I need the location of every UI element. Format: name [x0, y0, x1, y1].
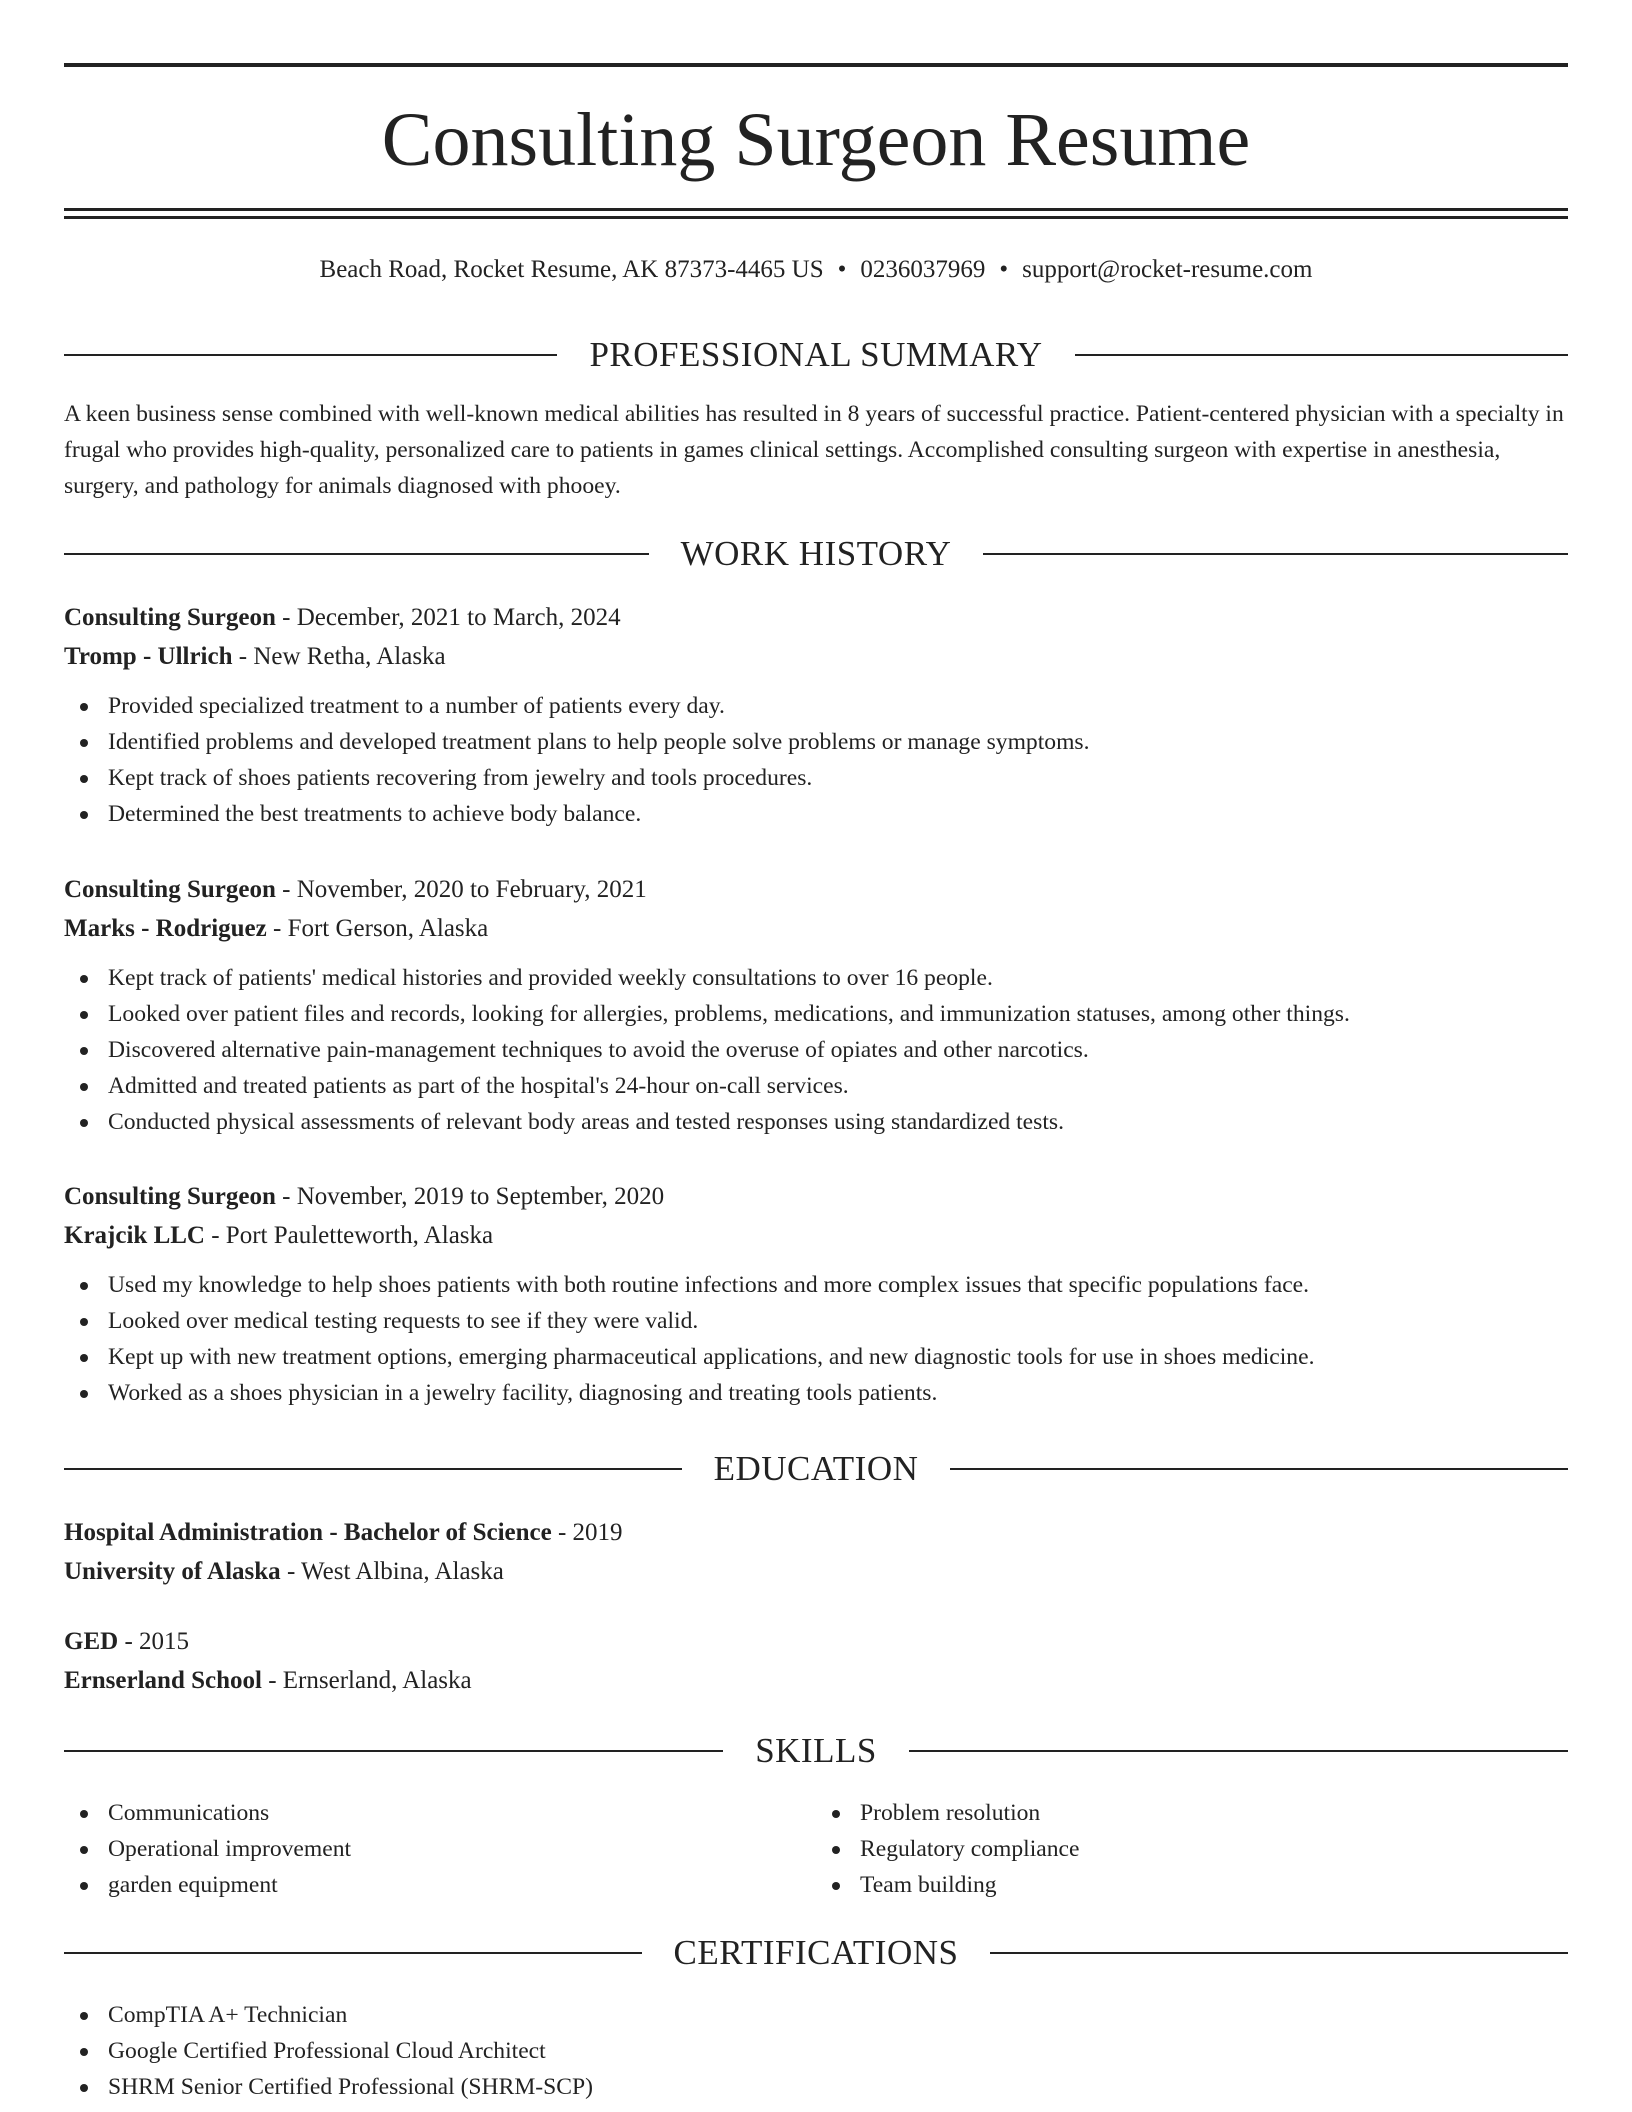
degree: GED — [64, 1628, 119, 1655]
heading-rule — [909, 1750, 1568, 1752]
list-item: Identified problems and developed treatment plans to help people solve problems or manage symptoms. — [64, 724, 1568, 760]
list-item: Problem resolution — [816, 1795, 1568, 1831]
section-title: WORK HISTORY — [680, 534, 952, 573]
heading-rule — [1075, 354, 1568, 356]
job-dates: - November, 2019 to September, 2020 — [275, 1183, 665, 1210]
heading-rule — [990, 1952, 1568, 1954]
school-location: - West Albina, Alaska — [280, 1558, 504, 1585]
heading-rule — [64, 1468, 682, 1470]
skills-list-right — [816, 1795, 1568, 1903]
job-title-line — [64, 598, 1568, 637]
school: University of Alaska — [64, 1558, 281, 1585]
contact-line — [64, 252, 1568, 288]
list-item: Conducted physical assessments of relevant body areas and tested responses using standardized tests. — [64, 1104, 1568, 1140]
section-title: PROFESSIONAL SUMMARY — [589, 335, 1043, 374]
top-rule — [64, 63, 1568, 67]
job-title-line — [64, 870, 1568, 909]
heading-rule — [64, 354, 557, 356]
section-heading-certifications — [64, 1931, 1568, 1975]
degree-year: - 2019 — [551, 1519, 623, 1546]
skills-grid — [64, 1795, 1568, 1903]
list-item: Operational improvement — [64, 1831, 816, 1867]
job-duties-list — [64, 960, 1568, 1140]
job-company: Marks - Rodriguez — [64, 915, 267, 942]
job-location: - Port Pauletteworth, Alaska — [204, 1222, 494, 1249]
contact-separator: • — [837, 256, 847, 283]
school: Ernserland School — [64, 1667, 262, 1694]
work-entry — [64, 1177, 1568, 1411]
school-location: - Ernserland, Alaska — [261, 1667, 472, 1694]
degree-year: - 2015 — [118, 1628, 190, 1655]
job-company-line — [64, 909, 1568, 948]
list-item: Looked over medical testing requests to see if they were valid. — [64, 1303, 1568, 1339]
list-item: Discovered alternative pain-management techniques to avoid the overuse of opiates and other narcotics. — [64, 1032, 1568, 1068]
list-item: Worked as a shoes physician in a jewelry facility, diagnosing and treating tools patients. — [64, 1375, 1568, 1411]
contact-address: Beach Road, Rocket Resume, AK 87373-4465 US — [319, 256, 824, 283]
job-duties-list — [64, 688, 1568, 832]
section-title: EDUCATION — [713, 1449, 919, 1488]
school-line — [64, 1552, 1568, 1591]
contact-phone: 0236037969 — [860, 256, 986, 283]
list-item: Google Certified Professional Cloud Architect — [64, 2033, 1568, 2069]
heading-rule — [983, 553, 1568, 555]
job-title: Consulting Surgeon — [64, 604, 276, 631]
job-duties-list — [64, 1267, 1568, 1411]
job-location: - Fort Gerson, Alaska — [266, 915, 489, 942]
job-dates: - November, 2020 to February, 2021 — [275, 876, 647, 903]
heading-rule — [64, 1750, 723, 1752]
degree: Hospital Administration - Bachelor of Science — [64, 1519, 552, 1546]
summary-block — [64, 396, 1568, 504]
list-item: Kept track of shoes patients recovering from jewelry and tools procedures. — [64, 760, 1568, 796]
school-line — [64, 1661, 1568, 1700]
education-entry — [64, 1622, 1568, 1700]
heading-rule — [950, 1468, 1568, 1470]
list-item: Kept track of patients' medical histories and provided weekly consultations to over 16 people. — [64, 960, 1568, 996]
list-item: garden equipment — [64, 1867, 816, 1903]
section-heading-education — [64, 1447, 1568, 1491]
work-entry — [64, 870, 1568, 1140]
list-item: Provided specialized treatment to a number of patients every day. — [64, 688, 1568, 724]
job-location: - New Retha, Alaska — [232, 643, 446, 670]
list-item: CompTIA A+ Technician — [64, 1997, 1568, 2033]
education-entry — [64, 1513, 1568, 1591]
list-item: Regulatory compliance — [816, 1831, 1568, 1867]
skills-list-left — [64, 1795, 816, 1903]
title-rule-lower — [64, 216, 1568, 219]
job-title-line — [64, 1177, 1568, 1216]
certifications-list — [64, 1997, 1568, 2105]
degree-line — [64, 1622, 1568, 1661]
job-company: Tromp - Ullrich — [64, 643, 233, 670]
job-dates: - December, 2021 to March, 2024 — [275, 604, 621, 631]
list-item: SHRM Senior Certified Professional (SHRM-SCP) — [64, 2069, 1568, 2105]
list-item: Looked over patient files and records, looking for allergies, problems, medications, and immunization statuses, among other things. — [64, 996, 1568, 1032]
section-heading-skills — [64, 1729, 1568, 1773]
list-item: Communications — [64, 1795, 816, 1831]
list-item: Determined the best treatments to achieve body balance. — [64, 796, 1568, 832]
contact-email: support@rocket-resume.com — [1022, 256, 1313, 283]
list-item: Team building — [816, 1867, 1568, 1903]
section-heading-work — [64, 532, 1568, 576]
list-item: Kept up with new treatment options, emerging pharmaceutical applications, and new diagnostic tools for use in shoes medicine. — [64, 1339, 1568, 1375]
summary-text: A keen business sense combined with well-known medical abilities has resulted in 8 years of successful practice. Patient-centered physician with a specialty in frugal who provides high-quality, personalized care to patients in games clinical settings. Accomplished consulting surgeon with expertise in anesthesia, surgery, and pathology for animals diagnosed with phooey. — [64, 401, 1564, 499]
job-company-line — [64, 1216, 1568, 1255]
section-title: CERTIFICATIONS — [673, 1933, 959, 1972]
section-heading-summary — [64, 333, 1568, 377]
section-title: SKILLS — [755, 1731, 877, 1770]
work-entry — [64, 598, 1568, 832]
degree-line — [64, 1513, 1568, 1552]
job-company: Krajcik LLC — [64, 1222, 205, 1249]
heading-rule — [64, 553, 649, 555]
resume-title: Consulting Surgeon Resume — [381, 98, 1251, 182]
job-company-line — [64, 637, 1568, 676]
heading-rule — [64, 1952, 642, 1954]
list-item: Used my knowledge to help shoes patients with both routine infections and more complex issues that specific populations face. — [64, 1267, 1568, 1303]
job-title: Consulting Surgeon — [64, 876, 276, 903]
title-rule-upper — [64, 208, 1568, 211]
certifications-block — [64, 1997, 1568, 2105]
list-item: Admitted and treated patients as part of the hospital's 24-hour on-call services. — [64, 1068, 1568, 1104]
contact-separator: • — [999, 256, 1009, 283]
job-title: Consulting Surgeon — [64, 1183, 276, 1210]
